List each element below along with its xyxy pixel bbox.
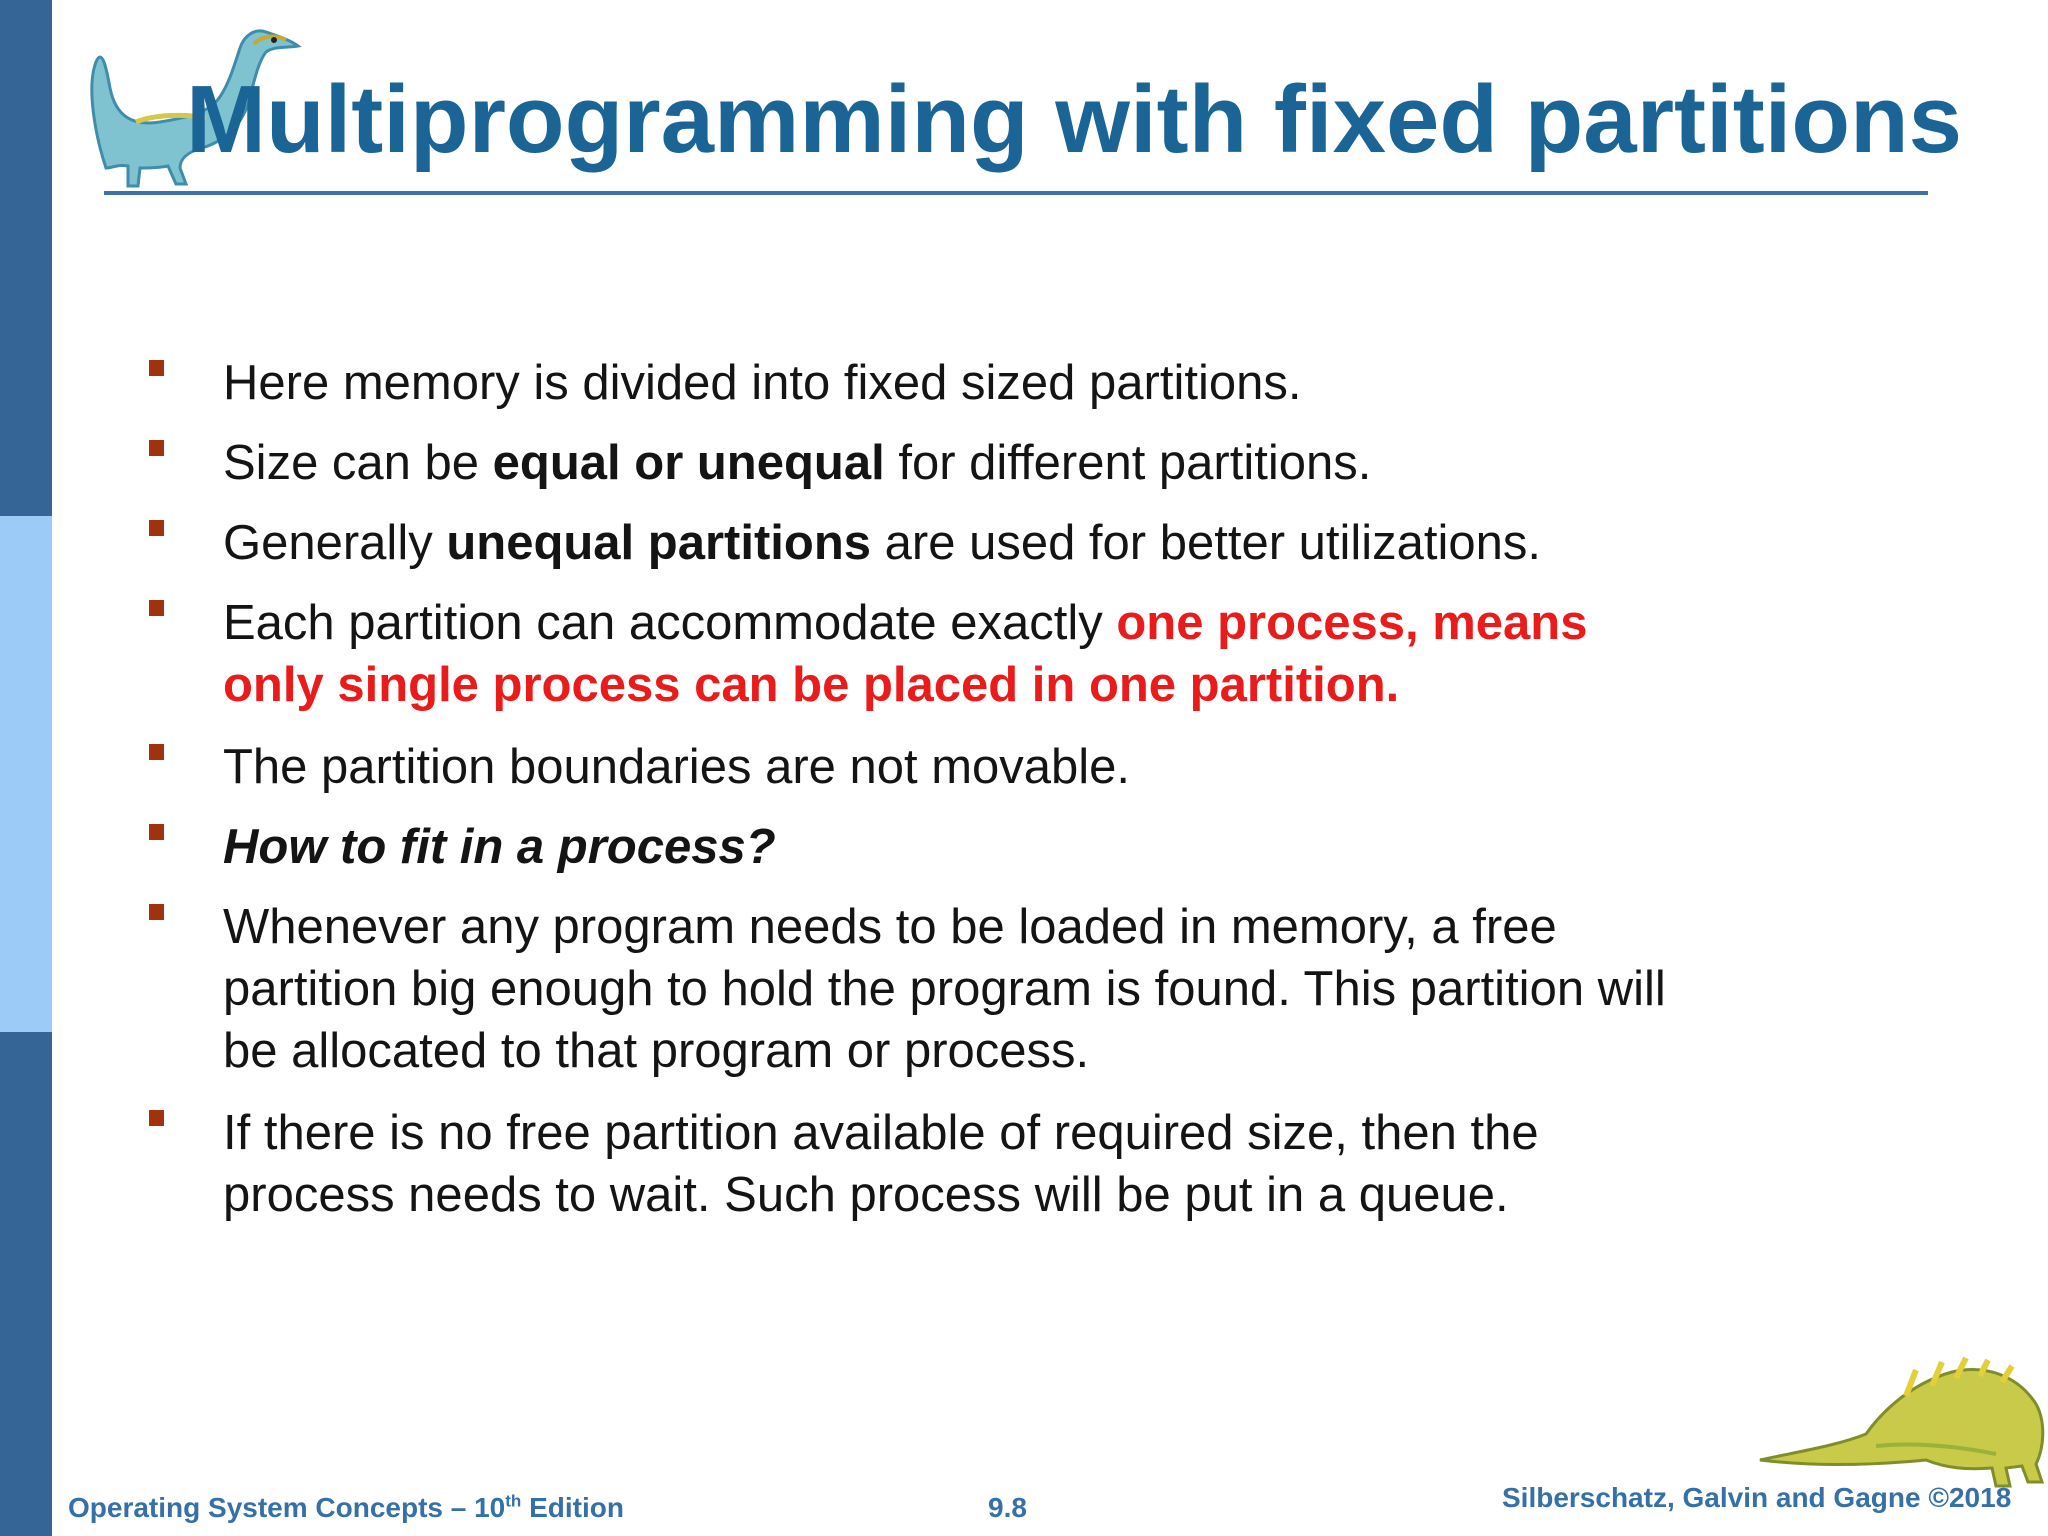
footer-book-title-text: Operating System Concepts – 10: [68, 1492, 506, 1523]
bullet-text: The partition boundaries are not movable.: [223, 740, 1131, 794]
footer-book-title: [68, 1492, 624, 1524]
slide-title: Multiprogramming with fixed partitions: [186, 66, 1962, 173]
bullet-text: Here memory is divided into fixed sized partitions.: [223, 356, 1302, 410]
footer-copyright: Silberschatz, Galvin and Gagne ©2018: [1502, 1482, 2012, 1513]
bullet-item: [223, 432, 1723, 494]
bullet-item: [223, 816, 1723, 878]
dinosaur-decoration-icon: [1756, 1356, 2048, 1492]
bullet-text: Size can be: [223, 436, 493, 490]
bullet-text-bold-italic: How to fit in a process?: [223, 820, 776, 874]
bullet-text: for different partitions.: [884, 436, 1372, 490]
bullet-text: If there is no free partition available of required size, then the process needs to wait. Such process will be put in a queue.: [223, 1106, 1539, 1222]
footer-edition-text: Edition: [521, 1492, 624, 1523]
bullet-item: [223, 736, 1723, 798]
bullet-marker-icon: [149, 824, 164, 840]
bullet-marker-icon: [149, 1110, 164, 1126]
bullet-marker-icon: [149, 600, 164, 616]
bullet-item: [223, 352, 1723, 414]
bullet-marker-icon: [149, 520, 164, 536]
bullet-text: Whenever any program needs to be loaded in memory, a free partition big enough to hold the program is found. This partition will be allocated to that program or process.: [223, 900, 1666, 1078]
bullet-text-bold: equal or unequal: [492, 436, 885, 490]
bullet-item: [223, 592, 1693, 716]
bullet-item: [223, 512, 1723, 574]
bullet-marker-icon: [149, 744, 164, 760]
bullet-text: Each partition can accommodate exactly: [223, 596, 1117, 650]
title-underline: [104, 191, 1928, 195]
bullet-text-bold: unequal partitions: [446, 516, 872, 570]
page-number: 9.8: [988, 1492, 1027, 1523]
bullet-item: [223, 1102, 1643, 1226]
footer-edition-superscript: th: [505, 1491, 522, 1511]
bullet-item: [223, 896, 1683, 1082]
bullet-text-highlight: one process, means only single process can be placed in one partition.: [223, 596, 1588, 712]
bullet-marker-icon: [149, 360, 164, 376]
bullet-marker-icon: [149, 440, 164, 456]
bullet-text: Generally: [223, 516, 447, 570]
bullet-text: are used for better utilizations.: [871, 516, 1542, 570]
bullet-marker-icon: [149, 904, 164, 920]
left-sidebar-highlight: [0, 516, 52, 1032]
